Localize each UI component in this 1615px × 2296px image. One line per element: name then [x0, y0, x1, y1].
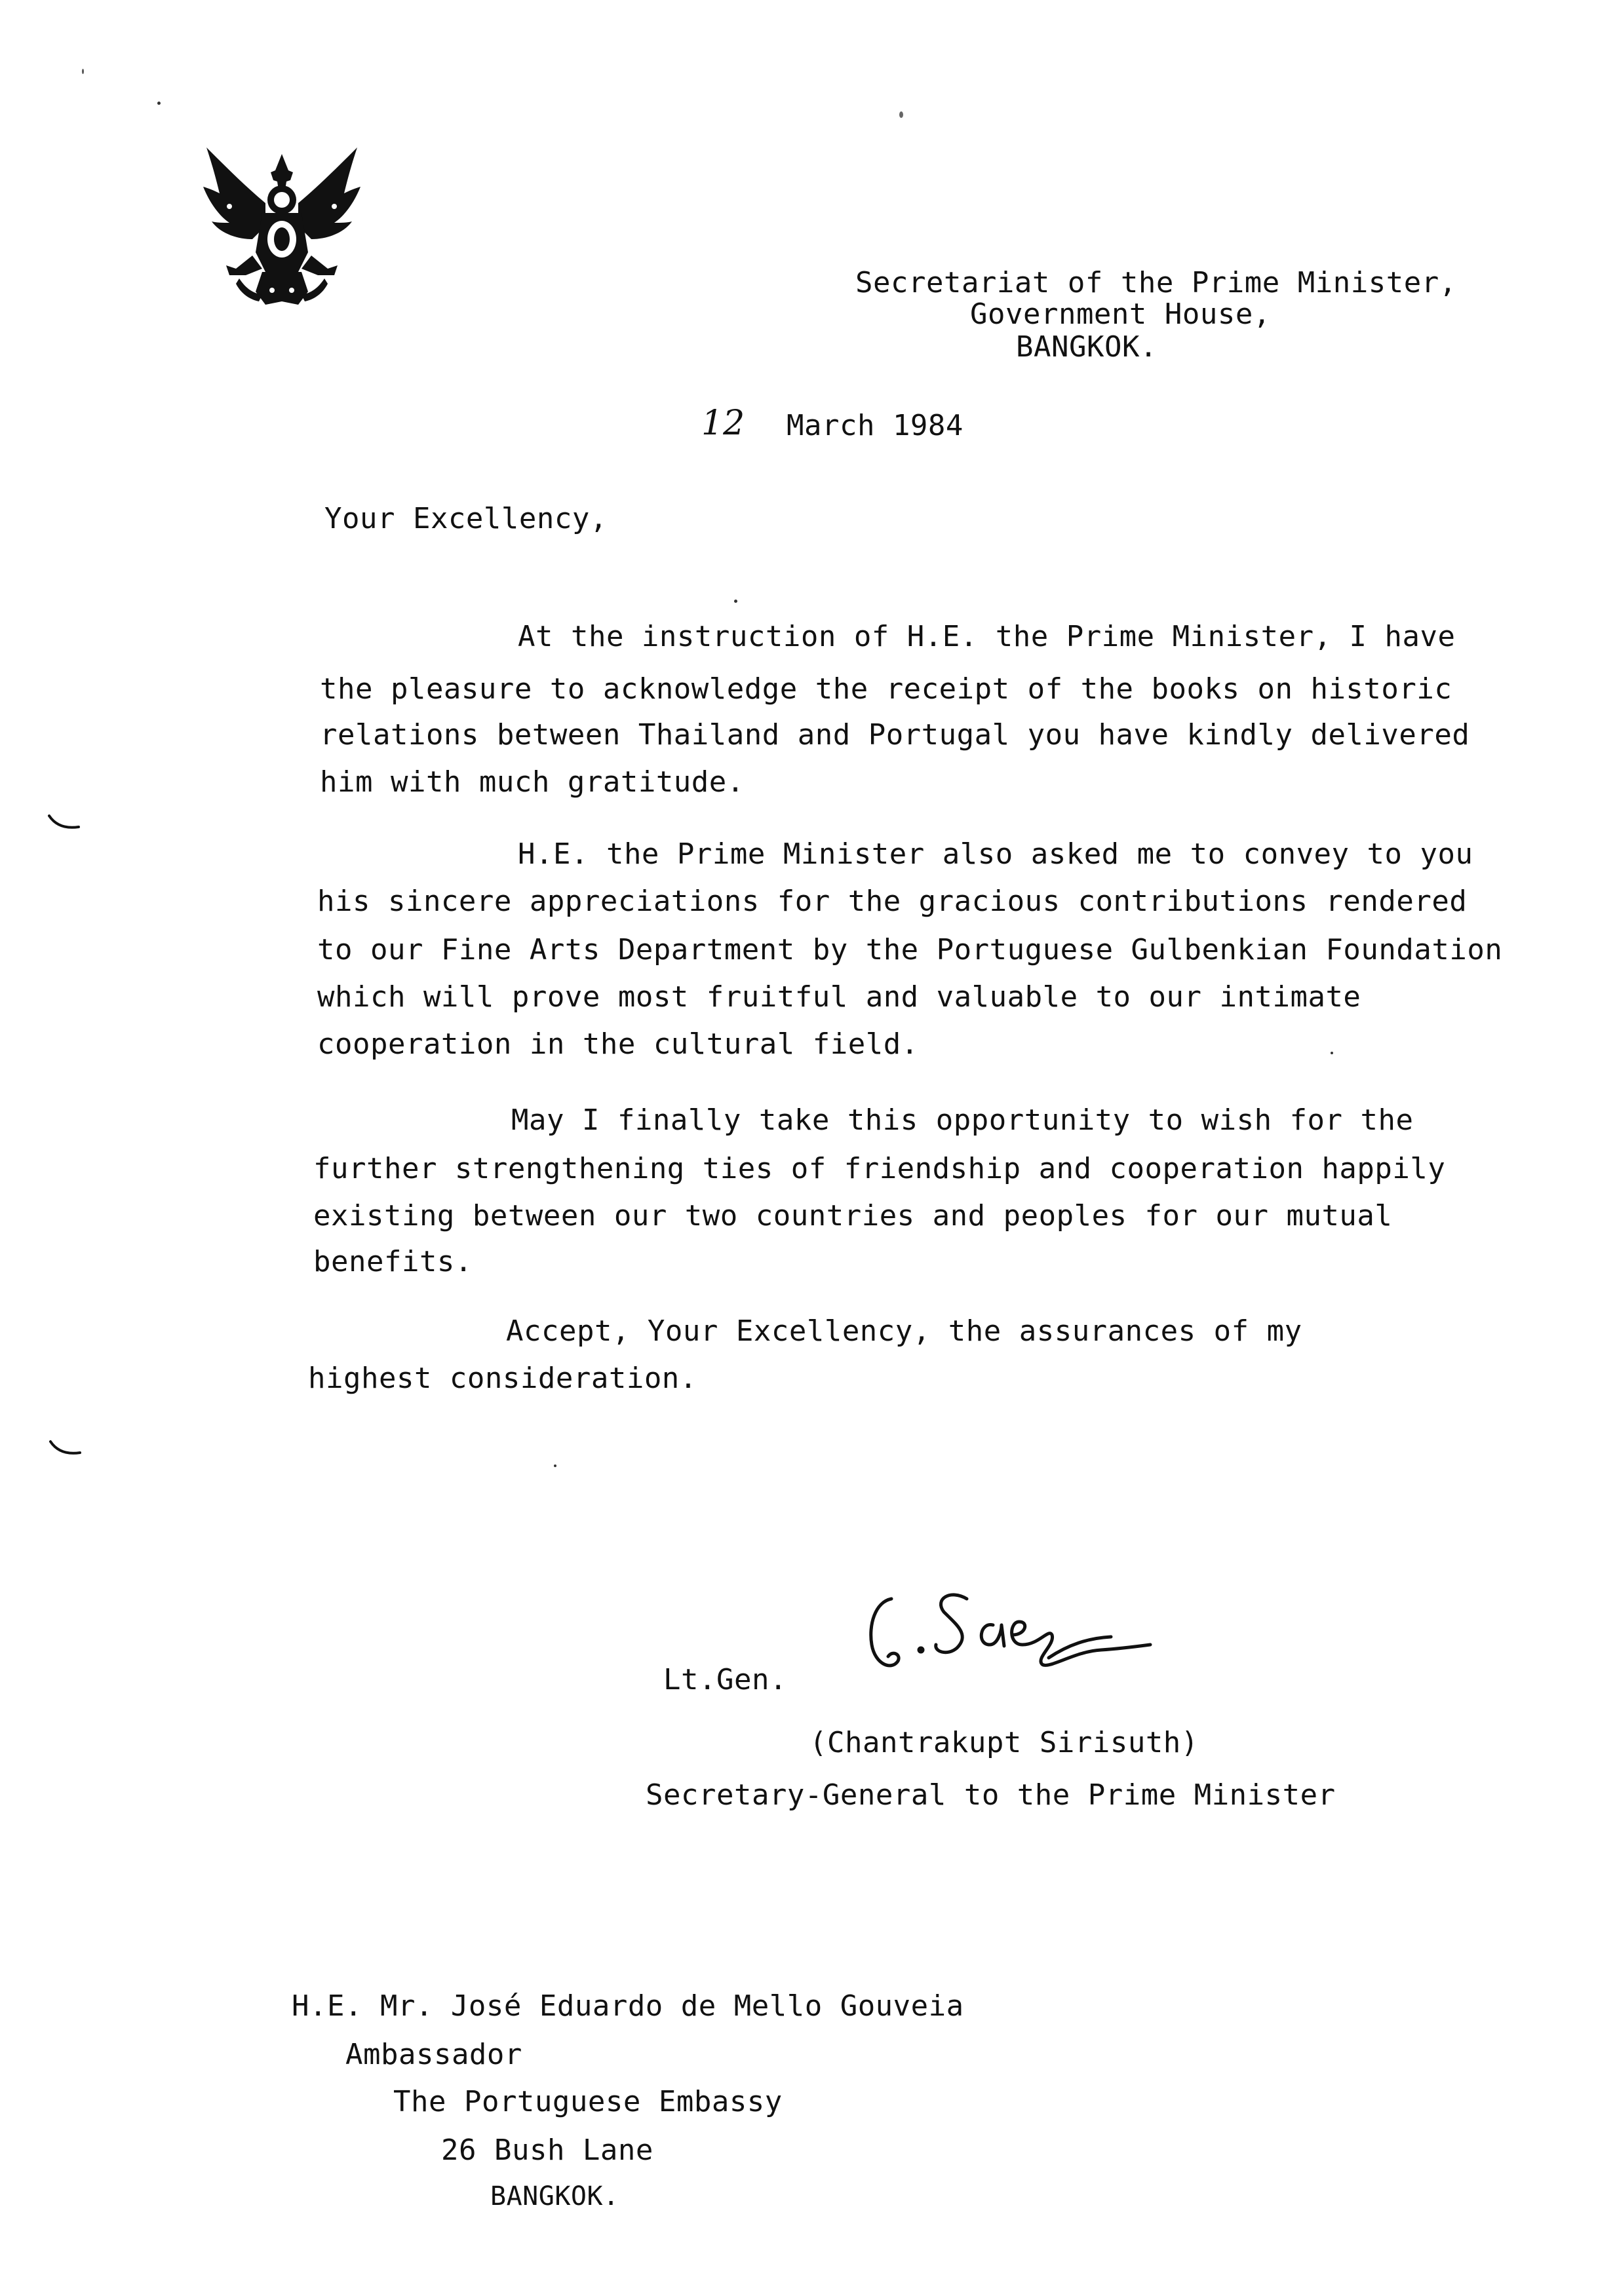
paragraph-2-line-2: his sincere appreciations for the gracious contributions rendered: [317, 885, 1468, 918]
signature-rank: Lt.Gen.: [663, 1663, 787, 1696]
closing-line-2: highest consideration.: [308, 1362, 697, 1395]
paragraph-1-line-4: him with much gratitude.: [320, 765, 745, 799]
paragraph-3-line-1: May I finally take this opportunity to wish for the: [511, 1103, 1414, 1137]
paragraph-3-line-4: benefits.: [313, 1245, 473, 1278]
recipient-line-4: 26 Bush Lane: [441, 2133, 653, 2167]
paragraph-2-line-1: H.E. the Prime Minister also asked me to convey to you: [518, 837, 1473, 871]
recipient-line-1: H.E. Mr. José Eduardo de Mello Gouveia: [292, 1989, 964, 2023]
sender-address-line-1: Secretariat of the Prime Minister,: [855, 266, 1457, 299]
recipient-line-3: The Portuguese Embassy: [393, 2085, 783, 2118]
scan-speck: [1331, 1052, 1333, 1054]
paragraph-1-line-3: relations between Thailand and Portugal you have kindly delivered: [320, 718, 1470, 752]
signatory-name: (Chantrakupt Sirisuth): [809, 1726, 1199, 1759]
recipient-line-2: Ambassador: [345, 2038, 522, 2071]
handwritten-signature: [852, 1573, 1160, 1684]
recipient-line-5: BANGKOK.: [490, 2181, 619, 2211]
scan-speck: [734, 600, 737, 603]
paragraph-3-line-3: existing between our two countries and peoples for our mutual: [313, 1199, 1393, 1233]
closing-line-1: Accept, Your Excellency, the assurances of my: [506, 1314, 1302, 1348]
scan-mark-left-1: [46, 813, 85, 832]
paragraph-2-line-5: cooperation in the cultural field.: [317, 1027, 919, 1061]
paragraph-1-line-1: At the instruction of H.E. the Prime Minister, I have: [518, 620, 1456, 653]
sender-address-line-3: BANGKOK.: [1016, 330, 1158, 364]
paragraph-2-line-4: which will prove most fruitful and valuable to our intimate: [317, 980, 1361, 1014]
scan-mark-left-2: [47, 1438, 87, 1458]
salutation: Your Excellency,: [324, 502, 608, 535]
date-text: March 1984: [787, 409, 963, 442]
date-handwritten-day: 12: [701, 404, 745, 443]
scan-speck: [82, 69, 84, 74]
sender-address-line-2: Government House,: [970, 297, 1271, 331]
paragraph-2-line-3: to our Fine Arts Department by the Portuguese Gulbenkian Foundation: [317, 933, 1503, 966]
paragraph-1-line-2: the pleasure to acknowledge the receipt of the books on historic: [320, 672, 1452, 706]
scan-speck: [157, 102, 161, 105]
scan-speck: [554, 1464, 556, 1467]
garuda-emblem-icon: [200, 141, 364, 311]
paragraph-3-line-2: further strengthening ties of friendship and cooperation happily: [313, 1152, 1446, 1185]
scan-speck: [899, 111, 903, 118]
signatory-title: Secretary-General to the Prime Minister: [646, 1778, 1336, 1812]
